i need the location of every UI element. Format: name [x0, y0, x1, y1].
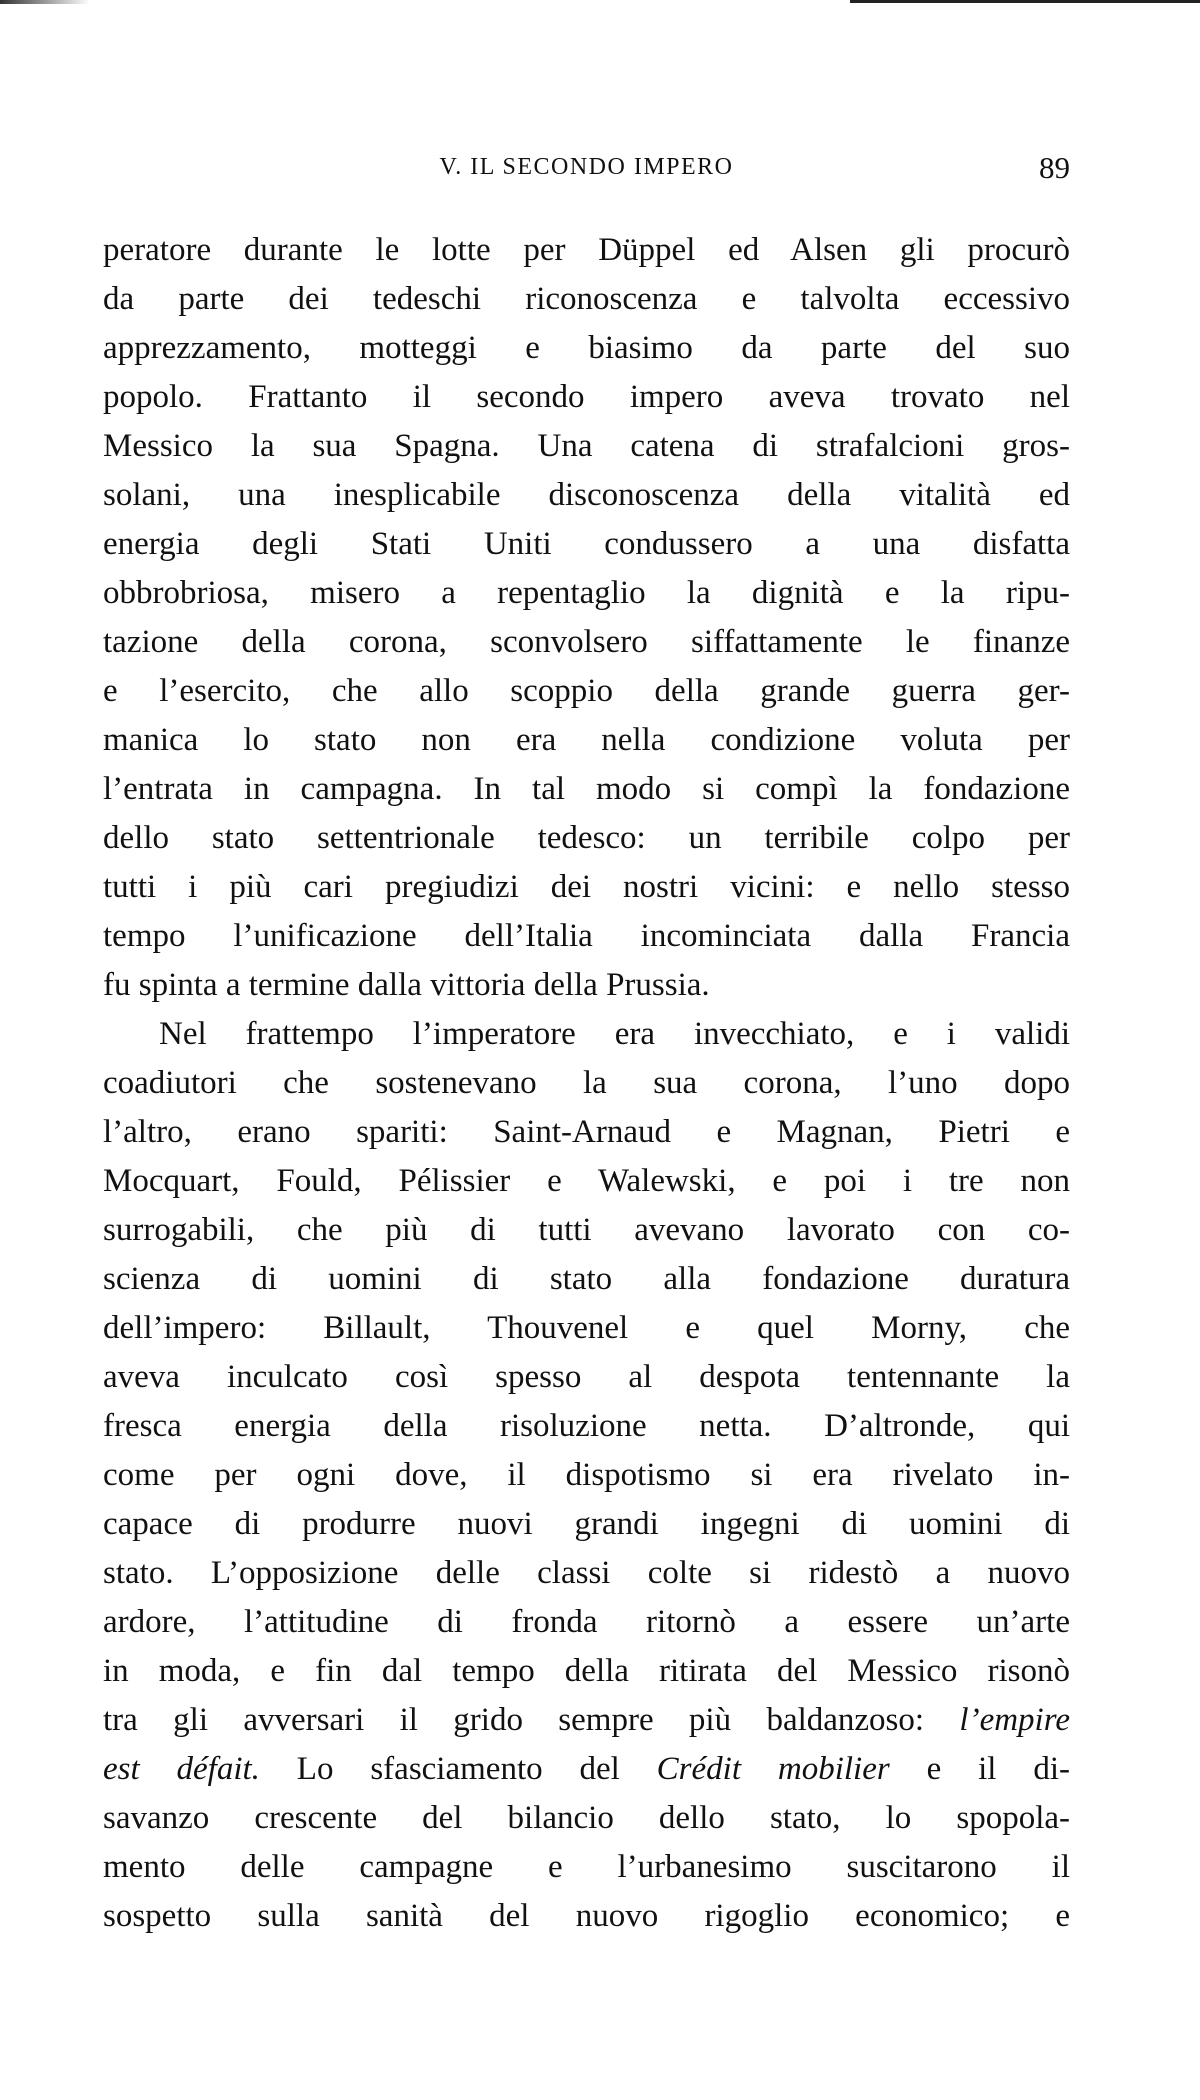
- text-line: [103, 1304, 1070, 1353]
- italic-text: l’empire: [959, 1702, 1070, 1738]
- text-segment: l’altro, erano spariti: Saint-Arnaud e Magnan, Pietri e: [103, 1114, 1070, 1150]
- text-segment: aveva inculcato così spesso al despota tentennante la: [103, 1359, 1070, 1395]
- text-segment: come per ogni dove, il dispotismo si era rivelato in-: [103, 1457, 1070, 1493]
- body-text: [103, 226, 1070, 1941]
- text-line: [103, 324, 1070, 373]
- text-segment: sospetto sulla sanità del nuovo rigoglio economico; e: [103, 1898, 1070, 1934]
- text-line: [103, 1500, 1070, 1549]
- page-number: 89: [1039, 150, 1070, 185]
- text-segment: stato. L’opposizione delle classi colte si ridestò a nuovo: [103, 1555, 1070, 1591]
- text-line: [103, 275, 1070, 324]
- text-line: [103, 1745, 1070, 1794]
- text-line: [103, 1255, 1070, 1304]
- text-line: [103, 520, 1070, 569]
- text-line: [103, 1010, 1070, 1059]
- running-header: [103, 150, 1070, 190]
- text-segment: tempo l’unificazione dell’Italia incominciata dalla Francia: [103, 918, 1070, 954]
- text-segment: savanzo crescente del bilancio dello stato, lo spopola-: [103, 1800, 1070, 1836]
- text-segment: e il di-: [889, 1751, 1070, 1787]
- text-segment: tazione della corona, sconvolsero siffattamente le finanze: [103, 624, 1070, 660]
- text-line: [103, 1892, 1070, 1941]
- text-line: [103, 912, 1070, 961]
- italic-text: est défait.: [103, 1751, 260, 1787]
- text-segment: in moda, e fin dal tempo della ritirata del Messico risonò: [103, 1653, 1070, 1689]
- text-line: [103, 814, 1070, 863]
- text-segment: dello stato settentrionale tedesco: un terribile colpo per: [103, 820, 1070, 856]
- text-segment: manica lo stato non era nella condizione voluta per: [103, 722, 1070, 758]
- text-segment: popolo. Frattanto il secondo impero aveva trovato nel: [103, 379, 1070, 415]
- text-line: [103, 1451, 1070, 1500]
- text-segment: Mocquart, Fould, Pélissier e Walewski, e poi i tre non: [103, 1163, 1070, 1199]
- italic-text: Crédit mobilier: [656, 1751, 890, 1787]
- text-segment: fu spinta a termine dalla vittoria della Prussia.: [103, 967, 710, 1003]
- text-segment: apprezzamento, motteggi e biasimo da parte del suo: [103, 330, 1070, 366]
- text-segment: peratore durante le lotte per Düppel ed Alsen gli procurò: [103, 232, 1070, 268]
- text-segment: e l’esercito, che allo scoppio della grande guerra ger-: [103, 673, 1070, 709]
- text-segment: surrogabili, che più di tutti avevano lavorato con co-: [103, 1212, 1070, 1248]
- text-segment: Messico la sua Spagna. Una catena di strafalcioni gros-: [103, 428, 1070, 464]
- text-line: [103, 1157, 1070, 1206]
- text-segment: l’entrata in campagna. In tal modo si compì la fondazione: [103, 771, 1070, 807]
- text-line: [103, 961, 1070, 1010]
- text-segment: coadiutori che sostenevano la sua corona, l’uno dopo: [103, 1065, 1070, 1101]
- text-segment: energia degli Stati Uniti condussero a una disfatta: [103, 526, 1070, 562]
- text-segment: Nel frattempo l’imperatore era invecchiato, e i validi: [159, 1016, 1070, 1052]
- text-segment: tra gli avversari il grido sempre più baldanzoso:: [103, 1702, 960, 1738]
- text-segment: Lo sfasciamento del: [259, 1751, 657, 1787]
- text-line: [103, 765, 1070, 814]
- text-segment: tutti i più cari pregiudizi dei nostri vicini: e nello stesso: [103, 869, 1070, 905]
- text-line: [103, 1402, 1070, 1451]
- text-segment: capace di produrre nuovi grandi ingegni di uomini di: [103, 1506, 1070, 1542]
- text-line: [103, 667, 1070, 716]
- text-line: [103, 618, 1070, 667]
- text-line: [103, 1206, 1070, 1255]
- text-line: [103, 1059, 1070, 1108]
- text-segment: solani, una inesplicabile disconoscenza della vitalità ed: [103, 477, 1070, 513]
- text-segment: fresca energia della risoluzione netta. D’altronde, qui: [103, 1408, 1070, 1444]
- text-line: [103, 1647, 1070, 1696]
- text-segment: obbrobriosa, misero a repentaglio la dignità e la ripu-: [103, 575, 1070, 611]
- text-line: [103, 716, 1070, 765]
- text-line: [103, 1549, 1070, 1598]
- text-line: [103, 422, 1070, 471]
- text-segment: ardore, l’attitudine di fronda ritornò a essere un’arte: [103, 1604, 1070, 1640]
- running-title: V. IL SECONDO IMPERO: [439, 154, 734, 180]
- text-segment: mento delle campagne e l’urbanesimo suscitarono il: [103, 1849, 1070, 1885]
- text-line: [103, 1696, 1070, 1745]
- text-line: [103, 1794, 1070, 1843]
- scan-corner-smudge: [0, 0, 90, 4]
- text-line: [103, 863, 1070, 912]
- text-segment: scienza di uomini di stato alla fondazione duratura: [103, 1261, 1070, 1297]
- text-line: [103, 569, 1070, 618]
- text-line: [103, 1843, 1070, 1892]
- text-line: [103, 1598, 1070, 1647]
- text-segment: da parte dei tedeschi riconoscenza e talvolta eccessivo: [103, 281, 1070, 317]
- text-line: [103, 373, 1070, 422]
- text-line: [103, 471, 1070, 520]
- scan-edge-artifact: [850, 0, 1200, 3]
- text-line: [103, 1108, 1070, 1157]
- text-line: [103, 226, 1070, 275]
- text-line: [103, 1353, 1070, 1402]
- text-segment: dell’impero: Billault, Thouvenel e quel Morny, che: [103, 1310, 1070, 1346]
